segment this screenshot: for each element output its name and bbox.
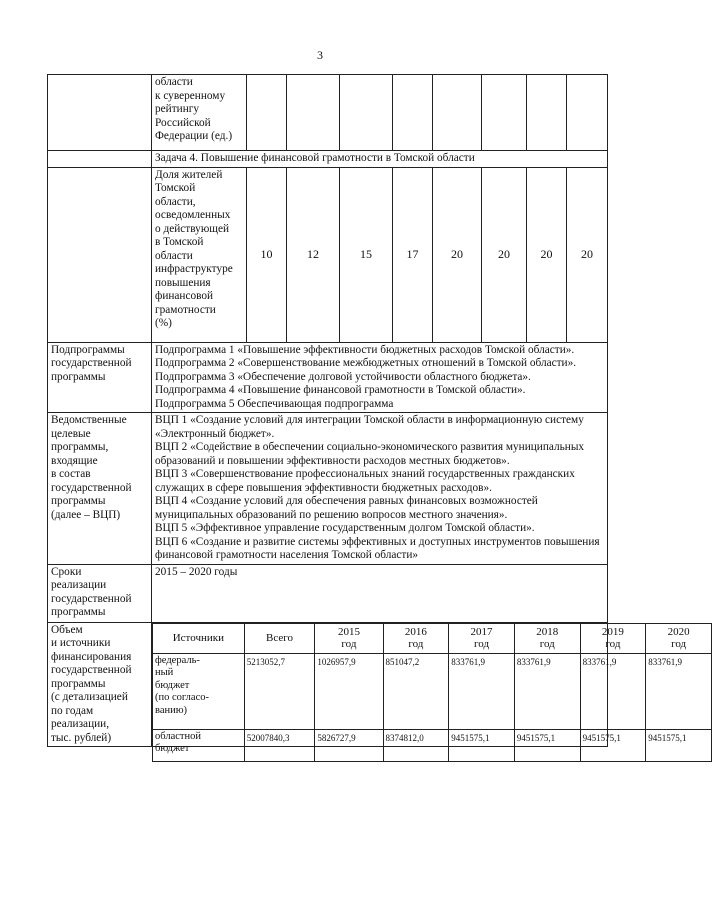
vcp-item: ВЦП 2 «Содействие в обеспечении социально-экономического развития муниципальных образований и повышении эффективности расходов местных бюджетов». <box>155 441 585 467</box>
financing-total: 52007840,3 <box>244 729 315 761</box>
subprogram-item: Подпрограмма 3 «Обеспечение долговой устойчивости областного бюджета». <box>155 370 531 383</box>
indicator-value: 15 <box>340 167 393 342</box>
header-year: 2017 год <box>449 623 515 653</box>
financing-value: 5826727,9 <box>315 729 383 761</box>
indicator-value: 20 <box>433 167 482 342</box>
financing-row-federal <box>153 653 712 729</box>
financing-value: 833761,9 <box>449 653 515 729</box>
financing-value: 9451575,1 <box>580 729 646 761</box>
source-label: областной бюджет <box>153 729 245 761</box>
terms-row <box>48 564 608 622</box>
terms-value: 2015 – 2020 годы <box>152 564 608 622</box>
financing-row <box>48 622 608 747</box>
subprograms-list <box>152 342 608 413</box>
indicator-row-sovereign-rating <box>48 75 608 151</box>
financing-header-row <box>153 623 712 653</box>
terms-label: Сроки реализации государственной программы <box>48 564 152 622</box>
indicator-value: 20 <box>527 167 567 342</box>
financing-row-regional <box>153 729 712 761</box>
financing-value: 851047,2 <box>383 653 449 729</box>
task4-row <box>48 151 608 168</box>
financing-value: 833761,9 <box>514 653 580 729</box>
subprogram-item: Подпрограмма 5 Обеспечивающая подпрограмма <box>155 397 394 410</box>
indicator-label: области к суверенному рейтингу Российской Федерации (ед.) <box>152 75 247 151</box>
source-label: федераль- ный бюджет (по согласо- ванию) <box>153 653 245 729</box>
header-year: 2016 год <box>383 623 449 653</box>
header-total: Всего <box>244 623 315 653</box>
vcp-item: ВЦП 4 «Создание условий для обеспечения равных финансовых возможностей муниципальных образований по решению вопросов местного значения». <box>155 495 538 521</box>
vcp-item: ВЦП 3 «Совершенствование профессиональных знаний государственных гражданских служащих в сфере повышения эффективности бюджетных расходов». <box>155 468 575 494</box>
financing-total: 5213052,7 <box>244 653 315 729</box>
financing-value: 8374812,0 <box>383 729 449 761</box>
indicator-value: 20 <box>567 167 608 342</box>
financing-value: 9451575,1 <box>449 729 515 761</box>
financing-value: 9451575,1 <box>646 729 712 761</box>
financing-value: 833761,9 <box>580 653 646 729</box>
vcp-item: ВЦП 5 «Эффективное управление государственным долгом Томской области». <box>155 522 535 534</box>
header-year: 2019 год <box>580 623 646 653</box>
indicator-value: 17 <box>393 167 433 342</box>
passport-table <box>47 74 690 754</box>
financing-value: 1026957,9 <box>315 653 383 729</box>
header-year: 2020 год <box>646 623 712 653</box>
vcp-item: ВЦП 6 «Создание и развитие системы эффективных и доступных инструментов повышения финансовой грамотности населения Томской области» <box>155 535 600 561</box>
indicator-row-financial-literacy <box>48 167 608 342</box>
financing-table <box>152 623 712 762</box>
vcp-label: Ведомственные целевые программы, входящие в состав государственной программы (далее – ВЦП) <box>48 413 152 565</box>
vcp-item: ВЦП 1 «Создание условий для интеграции Томской области в информационную систему «Электронный бюджет». <box>155 414 584 440</box>
indicator-value: 10 <box>247 167 287 342</box>
vcp-row <box>48 413 608 565</box>
vcp-list <box>152 413 608 565</box>
page-number: 3 <box>317 48 323 62</box>
subprogram-item: Подпрограмма 2 «Совершенствование межбюджетных отношений в Томской области». <box>155 357 577 369</box>
indicator-value: 20 <box>482 167 527 342</box>
subprogram-item: Подпрограмма 4 «Повышение финансовой грамотности в Томской области». <box>155 384 526 396</box>
financing-label: Объем и источники финансирования государственной программы (с детализацией по годам реализации, тыс. рублей) <box>48 622 152 747</box>
subprograms-label: Подпрограммы государственной программы <box>48 342 152 413</box>
financing-value: 9451575,1 <box>514 729 580 761</box>
financing-value: 833761,9 <box>646 653 712 729</box>
subprogram-item: Подпрограмма 1 «Повышение эффективности бюджетных расходов Томской области». <box>155 343 575 356</box>
header-source: Источники <box>153 623 245 653</box>
indicator-value: 12 <box>287 167 340 342</box>
indicator-label: Доля жителей Томской области, осведомленных о действующей в Томской области инфраструктуре повышения финансовой грамотности (%) <box>152 167 247 342</box>
task4-title: Задача 4. Повышение финансовой грамотности в Томской области <box>152 151 608 168</box>
subprograms-row <box>48 342 608 413</box>
header-year: 2018 год <box>514 623 580 653</box>
header-year: 2015 год <box>315 623 383 653</box>
